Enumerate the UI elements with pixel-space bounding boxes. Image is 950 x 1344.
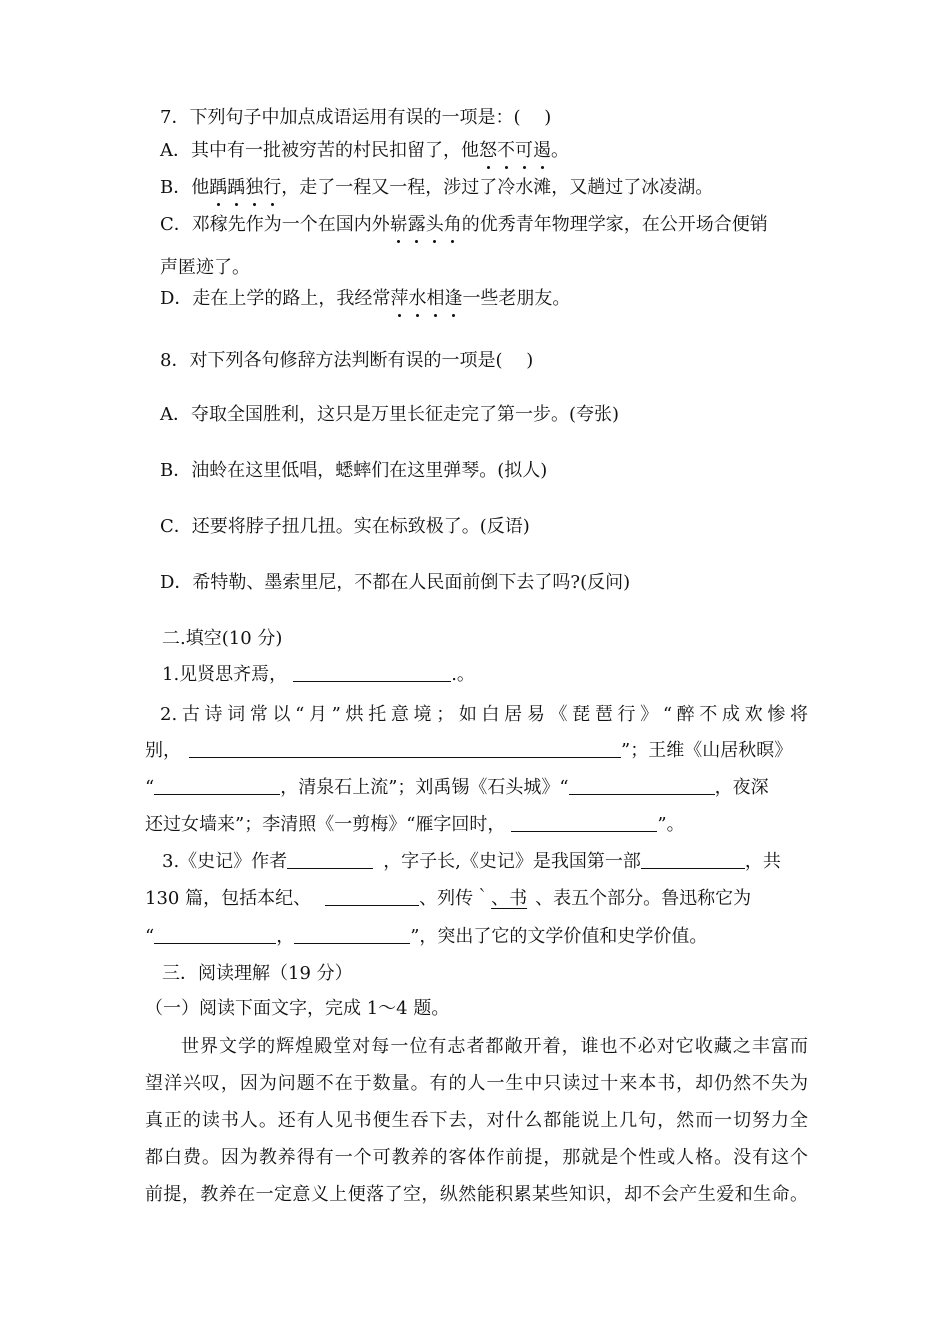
passage-line: 世界文学的辉煌殿堂对每一位有志者都敞开着，谁也不必对它收藏之丰富而: [181, 1036, 808, 1057]
answer-blank[interactable]: [293, 663, 451, 682]
q8-stem: 8．对下列各句修辞方法判断有误的一项是( ): [160, 350, 534, 371]
answer-blank[interactable]: [511, 813, 657, 832]
dotted-char: 不: [497, 140, 515, 161]
dotted-char: 角: [443, 214, 462, 235]
q8-option-b: B．油蛉在这里低唱，蟋蟀们在这里弹琴。(拟人): [160, 460, 548, 481]
q7-option-d: D．走在上学的路上，我经常萍水相逢一些老朋友。: [160, 288, 571, 309]
q7-option-c-continued: 声匿迹了。: [160, 257, 250, 278]
dotted-char: 可: [515, 140, 533, 161]
passage-line: 前提，教养在一定意义上便落了空，纵然能积累某些知识，却不会产生爱和生命。: [145, 1184, 808, 1205]
dotted-char: 怒: [479, 140, 497, 161]
fill-q2-line4: 还过女墙来”；李清照《一剪梅》“雁字回时， ”。: [145, 814, 685, 835]
answer-blank[interactable]: [154, 925, 276, 944]
reading-heading: 三．阅读理解（19 分）: [162, 963, 353, 984]
dotted-char: 水: [408, 288, 427, 309]
answer-blank[interactable]: [154, 776, 280, 795]
fill-q2-line3: “ ，清泉石上流”；刘禹锡《石头城》“ ，夜深: [145, 777, 769, 798]
answer-blank[interactable]: [294, 925, 410, 944]
dotted-char: 踽: [209, 177, 228, 198]
q8-option-a: A．夺取全国胜利，这只是万里长征走完了第一步。(夸张): [160, 404, 620, 425]
q7-option-a: A．其中有一批被穷苦的村民扣留了，他怒不可遏。: [160, 140, 569, 161]
fill-q1: 1.见贤思齐焉， .。: [162, 664, 475, 685]
fill-q2-line1: 2.古诗词常以“月”烘托意境；如白居易《琵琶行》“醉不成欢惨将: [160, 704, 808, 725]
fill-q3-line2: 130 篇，包括本纪、 、列传｀、书 、表五个部分。鲁迅称它为: [145, 888, 752, 909]
answer-blank[interactable]: [325, 887, 419, 906]
answer-blank[interactable]: [641, 850, 745, 869]
fill-q3-line1: 3.《史记》作者 ，字子长,《史记》是我国第一部 ，共: [162, 851, 781, 872]
passage-line: 都白费。因为教养得有一个可教养的客体作前提，那就是个性或人格。没有这个: [145, 1147, 808, 1168]
answer-blank[interactable]: [569, 776, 715, 795]
dotted-char: 踽: [227, 177, 246, 198]
fill-heading: 二.填空(10 分): [162, 628, 283, 649]
q8-option-d: D．希特勒、墨索里尼，不都在人民面前倒下去了吗?(反问): [160, 572, 631, 593]
reading-subheading: （一）阅读下面文字，完成 1～4 题。: [145, 998, 450, 1019]
q8-option-c: C．还要将脖子扭几扭。实在标致极了。(反语): [160, 516, 530, 537]
dotted-char: 头: [425, 214, 444, 235]
answer-blank[interactable]: [189, 739, 621, 758]
dotted-char: 崭: [389, 214, 408, 235]
dotted-char: 逢: [444, 288, 463, 309]
passage-line: 望洋兴叹，因为问题不在于数量。有的人一生中只读过十来本书，却仍然不失为: [145, 1073, 808, 1094]
fill-q3-line3: “ ， ”，突出了它的文学价值和史学价值。: [145, 926, 708, 947]
passage-line: 真正的读书人。还有人见书便生吞下去，对什么都能说上几句，然而一切努力全: [145, 1110, 808, 1131]
dotted-char: 露: [407, 214, 426, 235]
dotted-char: 相: [426, 288, 445, 309]
answer-blank[interactable]: [287, 850, 373, 869]
dotted-char: 萍: [390, 288, 409, 309]
q7-option-b: B．他踽踽独行，走了一程又一程，涉过了冷水滩，又趟过了冰凌湖。: [160, 177, 714, 198]
fill-q2-line2: 别， ”；王维《山居秋暝》: [145, 740, 793, 761]
dotted-char: 独: [245, 177, 264, 198]
dotted-char: 遏: [533, 140, 551, 161]
q7-option-c: C．邓稼先作为一个在国内外崭露头角的优秀青年物理学家，在公开场合便销: [160, 214, 768, 235]
dotted-char: 行: [263, 177, 282, 198]
q7-stem: 7．下列句子中加点成语运用有误的一项是：( ): [160, 107, 552, 128]
